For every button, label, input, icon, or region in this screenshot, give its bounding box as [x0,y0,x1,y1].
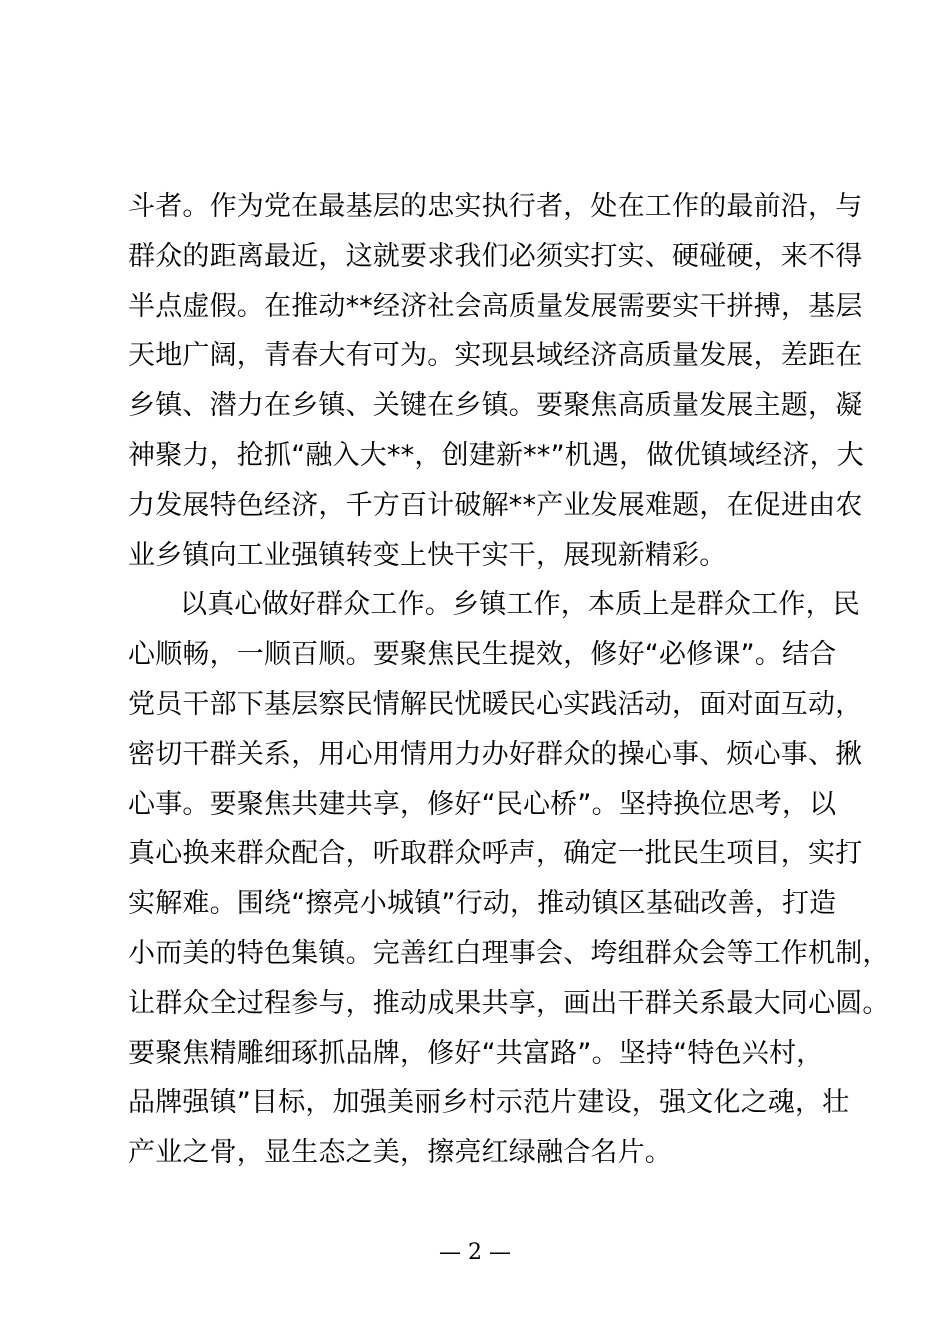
text-line: 乡镇、潜力在乡镇、关键在乡镇。要聚焦高质量发展主题，凝 [128,390,863,422]
text-line: 半点虚假。在推动**经济社会高质量发展需要实干拼搏，基层 [128,290,863,322]
text-line: 真心换来群众配合，听取群众呼声，确定一批民生项目，实打 [128,838,863,870]
paragraph-1 [128,182,864,580]
text-line: 实解难。围绕“擦亮小城镇”行动，推动镇区基础改善，打造 [128,888,837,920]
text-line: 要聚焦精雕细琢抓品牌，修好“共富路”。坚持“特色兴村， [128,1037,824,1069]
text-line: 神聚力，抢抓“融入大**，创建新**”机遇，做优镇域经济，大 [128,439,864,471]
text-line: 力发展特色经济，千方百计破解**产业发展难题，在促进由农 [128,489,863,521]
document-body [128,182,890,1178]
text-line: 心事。要聚焦共建共享，修好“民心桥”。坚持换位思考，以 [128,788,837,820]
text-line: 小而美的特色集镇。完善红白理事会、垮组群众会等工作机制， [128,937,890,969]
page-number: — 2 — [439,1240,511,1265]
text-line: 品牌强镇”目标，加强美丽乡村示范片建设，强文化之魂，壮 [128,1087,850,1119]
text-line: 密切干群关系，用心用情用力办好群众的操心事、烦心事、揪 [128,738,863,770]
paragraph-2 [128,580,890,1178]
text-line: 产业之骨，显生态之美，擦亮红绿融合名片。 [128,1137,672,1169]
text-line: 天地广阔，青春大有可为。实现县域经济高质量发展，差距在 [128,340,863,372]
text-line: 党员干部下基层察民情解民忧暖民心实践活动，面对面互动， [128,688,863,720]
text-line: 心顺畅，一顺百顺。要聚焦民生提效，修好“必修课”。结合 [128,639,837,671]
text-line: 以真心做好群众工作。乡镇工作，本质上是群众工作，民 [180,589,860,621]
text-line: 业乡镇向工业强镇转变上快干实干，展现新精彩。 [128,539,727,571]
text-line: 让群众全过程参与，推动成果共享，画出干群关系最大同心圆。 [128,987,890,1019]
text-line: 斗者。作为党在最基层的忠实执行者，处在工作的最前沿，与 [128,191,863,222]
text-line: 群众的距离最近，这就要求我们必须实打实、硬碰硬，来不得 [128,240,863,272]
